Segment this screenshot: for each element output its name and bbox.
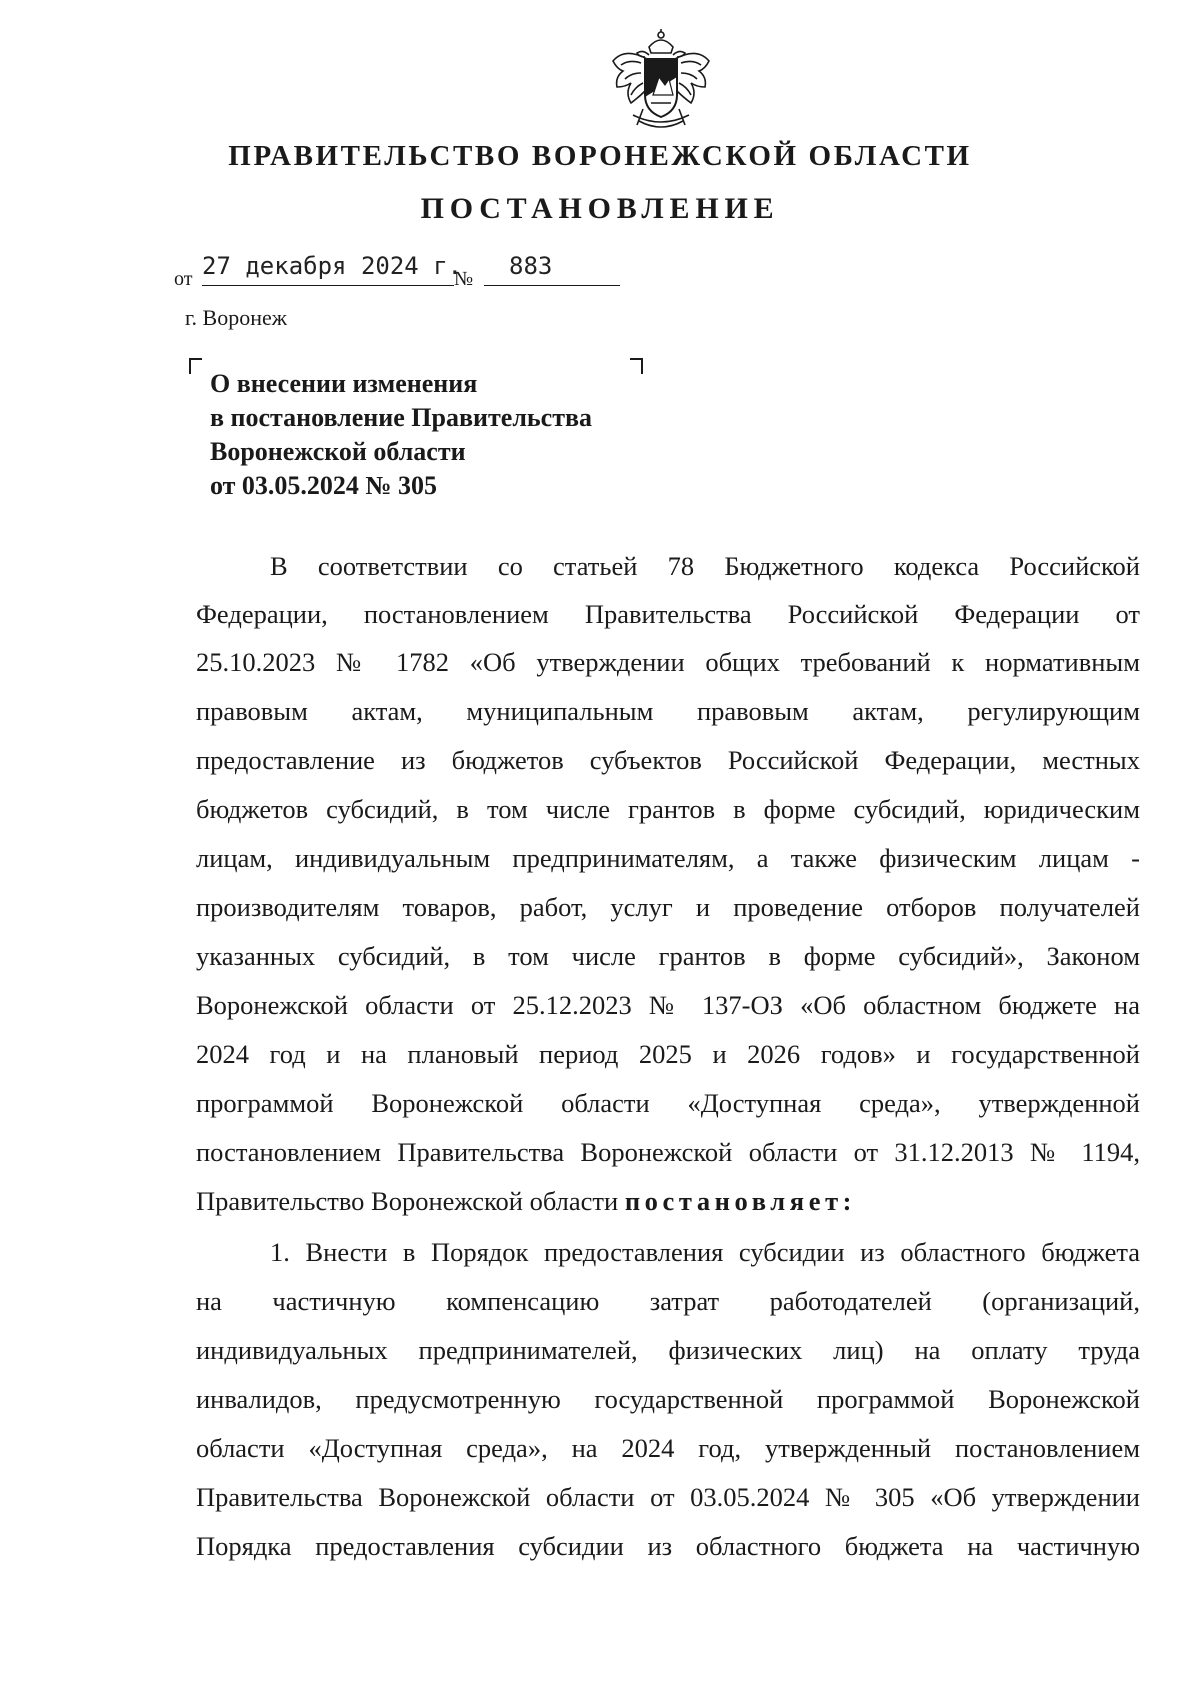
body-line: Воронежской области от 25.12.2023 № 137-ОЗ «Об областном бюджете на	[196, 990, 1140, 1020]
date-value: 27 декабря 2024 г.	[202, 252, 463, 280]
city-label: г. Воронеж	[185, 305, 287, 330]
body-line: 25.10.2023 № 1782 «Об утверждении общих требований к нормативным	[196, 647, 1140, 677]
coat-of-arms-icon	[603, 25, 719, 141]
date-number-row	[174, 252, 652, 292]
body-line: индивидуальных предпринимателей, физических лиц) на оплату труда	[196, 1335, 1140, 1365]
body-line: правовым актам, муниципальным правовым актам, регулирующим	[196, 696, 1140, 726]
body-line: Правительства Воронежской области от 03.05.2024 № 305 «Об утверждении	[196, 1482, 1140, 1512]
body-line: 1. Внести в Порядок предоставления субсидии из областного бюджета	[270, 1237, 1140, 1267]
resolution-subject: Правительство Воронежской области	[196, 1186, 619, 1216]
body-line: предоставление из бюджетов субъектов Российской Федерации, местных	[196, 745, 1140, 775]
number-value: 883	[509, 252, 553, 280]
number-underline	[484, 285, 620, 286]
body-line: Федерации, постановлением Правительства Российской Федерации от	[196, 599, 1140, 629]
subject-heading	[210, 367, 592, 503]
subject-line: Воронежской области	[210, 437, 466, 466]
body-line-resolution	[196, 1184, 1140, 1220]
document-type-title: ПОСТАНОВЛЕНИЕ	[420, 192, 780, 225]
body-line: лицам, индивидуальным предпринимателям, а также физическим лицам -	[196, 843, 1140, 873]
date-prefix: от	[174, 268, 193, 290]
body-line: на частичную компенсацию затрат работодателей (организаций,	[196, 1286, 1140, 1316]
body-line: постановлением Правительства Воронежской области от 31.12.2013 № 1194,	[196, 1137, 1140, 1167]
body-line: производителям товаров, работ, услуг и проведение отборов получателей	[196, 892, 1140, 922]
subject-line: от 03.05.2024 № 305	[210, 471, 438, 500]
number-prefix: №	[454, 268, 474, 290]
body-line: области «Доступная среда», на 2024 год, утвержденный постановлением	[196, 1433, 1140, 1463]
resolves-word: постановляет:	[624, 1186, 857, 1216]
government-title: ПРАВИТЕЛЬСТВО ВОРОНЕЖСКОЙ ОБЛАСТИ	[228, 140, 972, 172]
date-underline	[202, 285, 454, 286]
body-line: указанных субсидий, в том числе грантов в форме субсидий», Законом	[196, 941, 1140, 971]
body-line: программой Воронежской области «Доступная среда», утвержденной	[196, 1088, 1140, 1118]
subject-line: О внесении изменения	[210, 369, 478, 398]
subject-corner-mark-right	[630, 358, 643, 374]
subject-line: в постановление Правительства	[210, 403, 593, 432]
body-line: Порядка предоставления субсидии из областного бюджета на частичную	[196, 1531, 1140, 1561]
body-line: 2024 год и на плановый период 2025 и 2026 годов» и государственной	[196, 1039, 1140, 1069]
body-line: инвалидов, предусмотренную государственной программой Воронежской	[196, 1384, 1140, 1414]
body-line: бюджетов субсидий, в том числе грантов в форме субсидий, юридическим	[196, 794, 1140, 824]
subject-corner-mark-left	[189, 358, 202, 374]
body-line: В соответствии со статьей 78 Бюджетного кодекса Российской	[270, 551, 1140, 581]
